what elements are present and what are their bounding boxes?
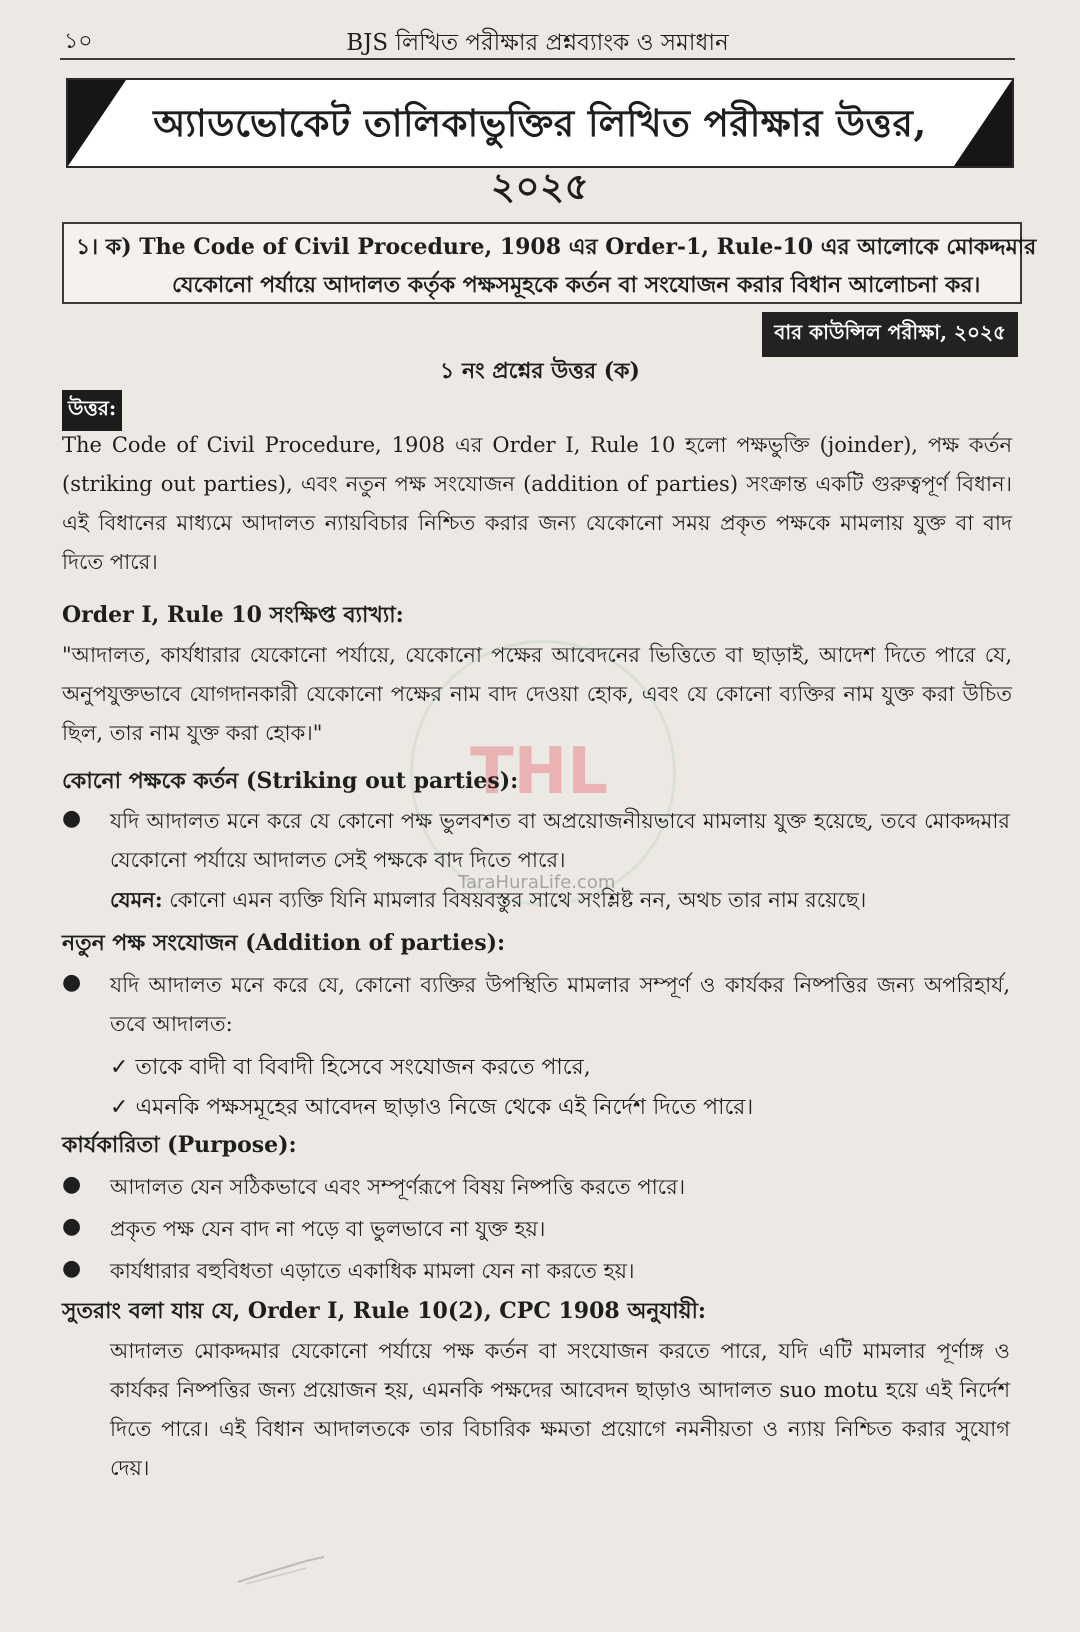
bullet-icon: ●: [62, 806, 82, 831]
summary-heading: Order I, Rule 10 সংক্ষিপ্ত ব্যাখ্যা:: [62, 602, 404, 628]
purpose-bullet-1: আদালত যেন সঠিকভাবে এবং সম্পূর্ণরূপে বিষয় নিষ্পত্তি করতে পারে।: [110, 1175, 686, 1199]
example-text: কোনো এমন ব্যক্তি যিনি মামলার বিষয়বস্তুর সাথে সংশ্লিষ্ট নন, অথচ তার নাম রয়েছে।: [162, 888, 867, 912]
check-icon: ✓: [110, 1055, 129, 1080]
pen-mark: [236, 1556, 326, 1586]
question-box: [62, 222, 1037, 304]
striking-heading: কোনো পক্ষকে কর্তন (Striking out parties):: [62, 768, 519, 794]
check-text: এমনকি পক্ষসমূহের আবেদন ছাড়াও নিজে থেকে এই নির্দেশ দিতে পারে।: [135, 1095, 754, 1120]
check-icon: ✓: [110, 1095, 129, 1120]
addition-heading: নতুন পক্ষ সংযোজন (Addition of parties):: [62, 930, 506, 956]
intro-paragraph: The Code of Civil Procedure, 1908 এর Order I, Rule 10 হলো পক্ষভুক্তি (joinder), পক্ষ কর্তন (striking out parties), এবং নতুন পক্ষ সংযোজন (addition of parties) সংক্রান্ত একটি গুরুত্বপূর্ণ বিধান। এই বিধানের মাধ্যমে আদালত ন্যায়বিচার নিশ্চিত করার জন্য যেকোনো সময় প্রকৃত পক্ষকে মামলায় যুক্ত বা বাদ দিতে পারে।: [62, 433, 1012, 574]
bullet-icon: ●: [62, 970, 82, 995]
addition-bullet: যদি আদালত মনে করে যে, কোনো ব্যক্তির উপস্থিতি মামলার সম্পূর্ণ ও কার্যকর নিষ্পত্তির জন্য অপরিহার্য, তবে আদালত:: [110, 973, 1010, 1036]
banner-title: অ্যাডভোকেট তালিকাভুক্তির লিখিত পরীক্ষার উত্তর, ২০২৫: [153, 101, 927, 208]
example-label: যেমন:: [110, 887, 163, 912]
running-title: BJS লিখিত পরীক্ষার প্রশ্নব্যাংক ও সমাধান: [346, 30, 729, 56]
striking-example: [110, 884, 866, 919]
bullet-icon: ●: [62, 1256, 82, 1281]
rule-quote: "আদালত, কার্যধারার যেকোনো পর্যায়ে, যেকোনো পক্ষের আবেদনের ভিত্তিতে বা ছাড়াই, আদেশ দিতে পারে যে, অনুপযুক্তভাবে যোগদানকারী যেকোনো পক্ষের নাম বাদ দেওয়া হোক, এবং যে কোনো ব্যক্তির নাম যুক্ত করা উচিত ছিল, তার নাম যুক্ত করা হোক।": [62, 643, 1012, 745]
bullet-icon: ●: [62, 1172, 82, 1197]
conclusion-heading: সুতরাং বলা যায় যে, Order I, Rule 10(2), CPC 1908 অনুযায়ী:: [62, 1298, 706, 1324]
addition-check-1: [110, 1050, 591, 1087]
page-header: [60, 18, 1015, 60]
watermark-logo: THL: [470, 735, 608, 809]
watermark-site: TaraHuraLife.com: [458, 872, 616, 893]
purpose-heading: কার্যকারিতা (Purpose):: [62, 1132, 297, 1158]
banner-corner-left: [68, 80, 126, 166]
check-text: তাকে বাদী বা বিবাদী হিসেবে সংযোজন করতে পারে,: [135, 1055, 591, 1080]
purpose-bullet-2: প্রকৃত পক্ষ যেন বাদ না পড়ে বা ভুলভাবে না যুক্ত হয়।: [110, 1217, 546, 1241]
addition-check-2: [110, 1090, 753, 1127]
question-line-1: ১। ক) The Code of Civil Procedure, 1908 এর Order-1, Rule-10 এর আলোকে মোকদ্দমার: [76, 234, 1037, 260]
question-line-2: যেকোনো পর্যায়ে আদালত কর্তৃক পক্ষসমূহকে কর্তন বা সংযোজন করার বিধান আলোচনা কর।: [172, 272, 981, 298]
chapter-banner: [66, 78, 1014, 208]
purpose-bullet-3: কার্যধারার বহুবিধতা এড়াতে একাধিক মামলা যেন না করতে হয়।: [110, 1259, 635, 1283]
answer-label: উত্তর:: [62, 390, 122, 431]
answer-heading: ১ নং প্রশ্নের উত্তর (ক): [440, 358, 640, 384]
striking-bullet: যদি আদালত মনে করে যে কোনো পক্ষ ভুলবশত বা অপ্রয়োজনীয়ভাবে মামলায় যুক্ত হয়েছে, তবে মোকদ্দমার যেকোনো পর্যায়ে আদালত সেই পক্ষকে বাদ দিতে পারে।: [110, 809, 1010, 872]
banner-corner-right: [954, 80, 1012, 166]
conclusion-text: আদালত মোকদ্দমার যেকোনো পর্যায়ে পক্ষ কর্তন বা সংযোজন করতে পারে, যদি এটি মামলার পূর্ণাঙ্গ ও কার্যকর নিষ্পত্তির জন্য প্রয়োজন হয়, এমনকি পক্ষদের আবেদন ছাড়াও আদালত suo motu হয়ে এই নির্দেশ দিতে পারে। এই বিধান আদালতকে তার বিচারিক ক্ষমতা প্রয়োগে নমনীয়তা ও ন্যায় নিশ্চিত করার সুযোগ দেয়।: [110, 1339, 1010, 1480]
bullet-icon: ●: [62, 1214, 82, 1239]
page-number: ১০: [64, 29, 93, 54]
exam-tag: বার কাউন্সিল পরীক্ষা, ২০২৫: [762, 312, 1018, 357]
